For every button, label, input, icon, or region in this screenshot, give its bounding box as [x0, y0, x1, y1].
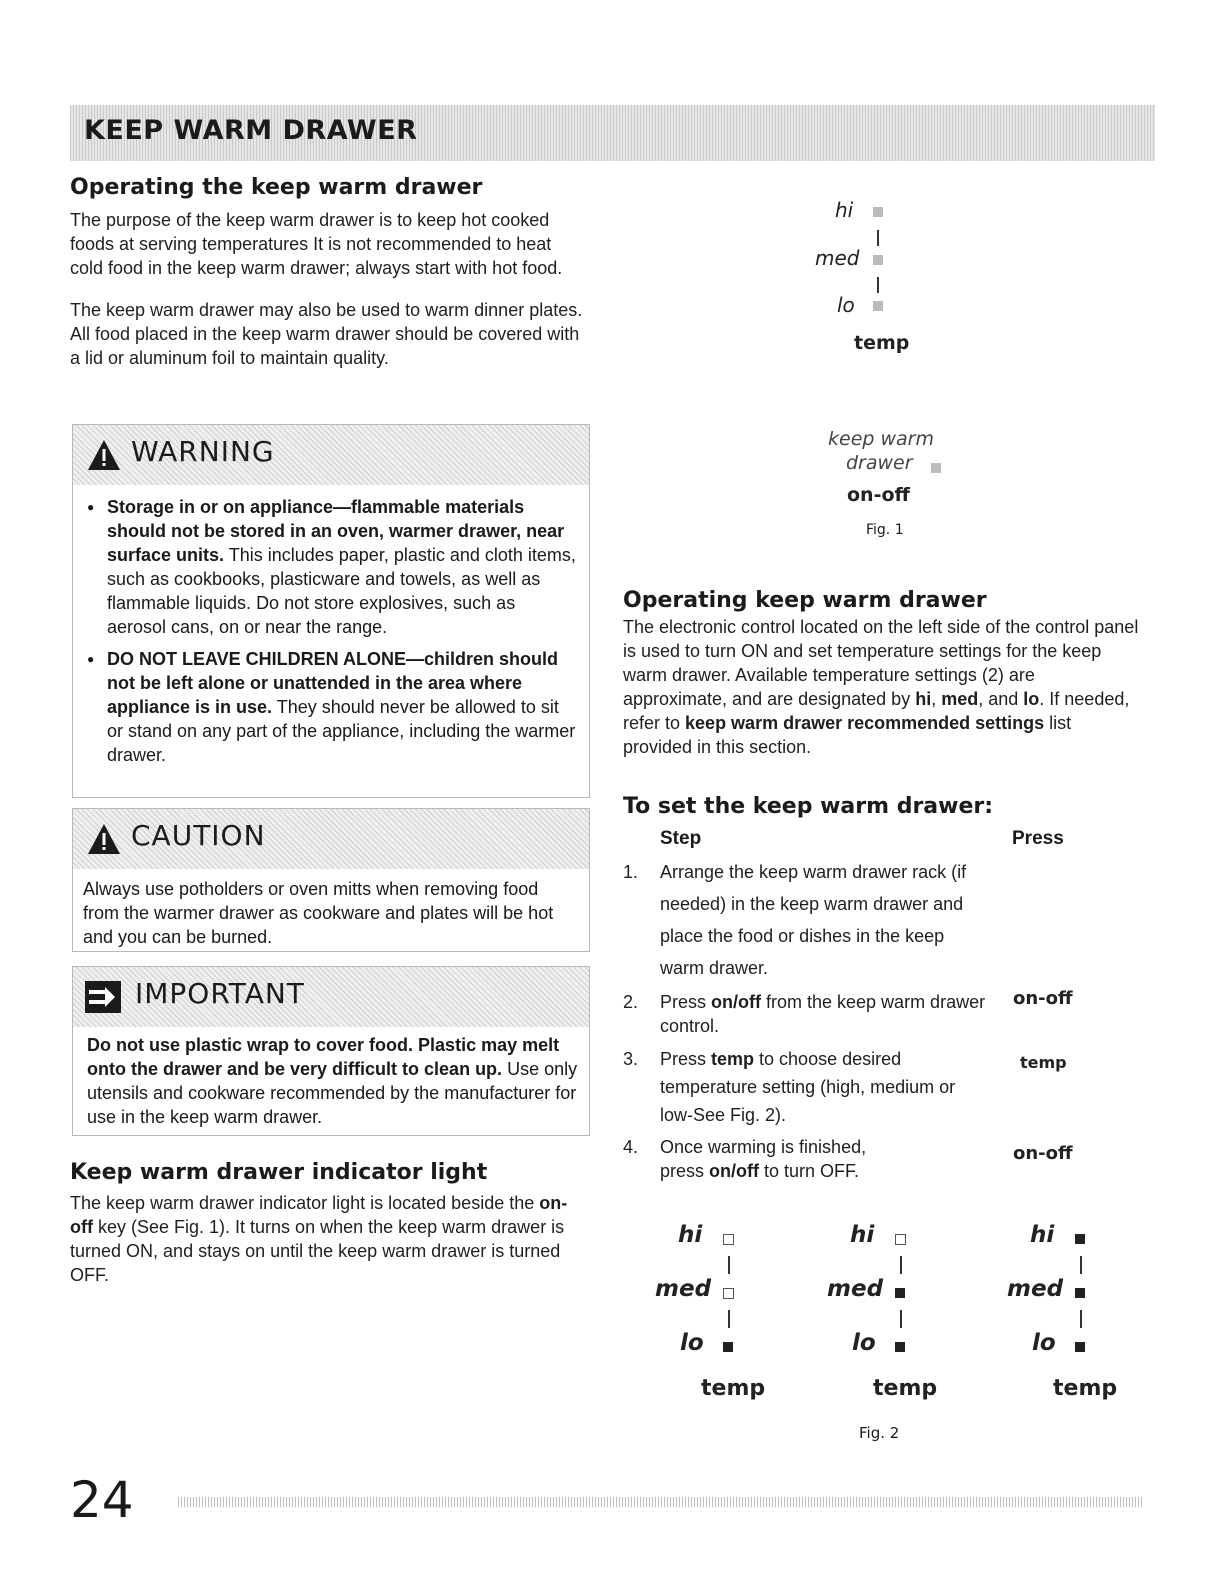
fig1-connector [877, 277, 879, 293]
step-key: on/off [711, 992, 761, 1012]
operating-text-a: The electronic control located on the left side of the control panel is used to turn ON and set temperature settings for the keep warm drawer. Available temperature settings (2) are approximate, and are designated by [623, 617, 1139, 709]
page-number: 24 [70, 1471, 134, 1529]
fig1-control-diagram [790, 195, 1010, 555]
fig2-panel-low [640, 1220, 800, 1420]
step-text [660, 990, 990, 1038]
important-body [73, 1027, 589, 1141]
fig2-med-indicator [723, 1288, 734, 1299]
warning-title: WARNING [131, 435, 275, 468]
caution-title: CAUTION [131, 819, 266, 852]
caution-box [72, 808, 590, 952]
fig2-connector [728, 1310, 730, 1328]
step-press-key: temp [1020, 1053, 1067, 1072]
indicator-text-a: The keep warm drawer indicator light is located beside the [70, 1193, 540, 1213]
operating-text-b: , [931, 689, 942, 709]
important-box [72, 966, 590, 1136]
warning-bullet-storage-text: This includes paper, plastic and cloth items, such as cookbooks, plasticware and towels, as well as flammable liquids. Do not store explosives, such as aerosol cans, on or near the range. [107, 545, 576, 637]
step-text-pre: Press [660, 992, 712, 1012]
fig1-hi-indicator [873, 207, 883, 217]
fig2-temp-key: temp [1053, 1376, 1118, 1401]
warning-bullet-storage [87, 495, 579, 639]
step-key: temp [711, 1049, 755, 1069]
step-text: Arrange the keep warm drawer rack (if needed) in the keep warm drawer and place the food or dishes in the keep warm drawer. [660, 862, 967, 978]
section-title-operating: Operating keep warm drawer [623, 588, 987, 613]
operating-text-hi: hi [915, 689, 932, 709]
fig2-temp-key: temp [873, 1376, 938, 1401]
section-banner [70, 105, 1155, 161]
fig2-lo-indicator [1075, 1342, 1085, 1352]
step-text [660, 1045, 980, 1129]
paragraph-purpose: The purpose of the keep warm drawer is to keep hot cooked foods at serving temperatures It is not recommended to heat cold food in the keep warm drawer; always start with hot food. [70, 210, 563, 278]
fig2-caption: Fig. 2 [859, 1424, 900, 1442]
warning-bullet-storage-bold: Storage in or on appliance—flammable materials should not be stored in an oven, warmer drawer, near surface units. [107, 497, 565, 565]
step-text-post: to turn OFF. [759, 1161, 860, 1181]
caution-triangle-icon [87, 823, 121, 855]
fig2-diagram [640, 1220, 1140, 1460]
right-column [623, 588, 1143, 759]
fig1-hi-label: hi [835, 198, 854, 222]
warning-body [73, 485, 589, 787]
step-text-pre: Once warming is finished, press [660, 1137, 867, 1181]
fig2-lo-indicator [895, 1342, 905, 1352]
fig2-med-indicator [1075, 1288, 1085, 1298]
fig1-keep-warm-label: keep warm [828, 428, 934, 450]
caution-header [73, 809, 589, 869]
fig2-med-label: med [827, 1276, 884, 1302]
left-column [70, 175, 585, 388]
steps-column-press: Press [1012, 828, 1064, 849]
section-title-indicator-light: Keep warm drawer indicator light [70, 1160, 488, 1185]
fig2-panel-high [992, 1220, 1152, 1420]
section-title-set-drawer: To set the keep warm drawer: [623, 794, 994, 819]
step-text-pre: Press [660, 1049, 712, 1069]
section-title-operating-drawer: Operating the keep warm drawer [70, 175, 483, 200]
step-text-post: from the keep warm drawer control. [660, 992, 986, 1036]
indicator-paragraph [70, 1191, 585, 1287]
warning-bullet-children-bold: DO NOT LEAVE CHILDREN ALONE—children should not be left alone or unattended in the area where appliance is in use. [107, 649, 559, 717]
fig2-connector [1080, 1256, 1082, 1274]
step-press-key: on-off [1013, 1143, 1073, 1164]
indicator-text-c: key (See Fig. 1). It turns on when the keep warm drawer is turned ON, and stays on until the keep warm drawer is turned OFF. [70, 1217, 565, 1285]
banner-title: KEEP WARM DRAWER [84, 115, 418, 146]
operating-paragraph [623, 615, 1143, 759]
fig2-connector [900, 1310, 902, 1328]
fig1-onoff-key: on-off [847, 484, 910, 506]
fig1-lo-indicator [873, 301, 883, 311]
step-number: 1. [623, 862, 639, 882]
operating-text-c: , and [978, 689, 1024, 709]
fig2-med-indicator [895, 1288, 905, 1298]
step-key: on/off [709, 1161, 760, 1181]
fig2-lo-label: lo [680, 1330, 704, 1356]
fig1-lo-label: lo [837, 293, 855, 317]
warning-bullet-children [87, 647, 579, 767]
fig1-drawer-indicator [931, 463, 941, 473]
step-text [660, 1135, 910, 1183]
fig2-lo-indicator [723, 1342, 733, 1352]
important-header [73, 967, 589, 1027]
fig2-lo-label: lo [1032, 1330, 1056, 1356]
indicator-section [70, 1160, 585, 1287]
fig2-connector [900, 1256, 902, 1274]
warning-box [72, 424, 590, 798]
fig2-panel-med [812, 1220, 972, 1420]
operating-text-e: list provided in this section. [623, 713, 1072, 757]
step-text-post: to choose desired temperature setting (high, medium or low-See Fig. 2). [660, 1049, 956, 1125]
fig1-med-indicator [873, 255, 883, 265]
operating-text-d: . If needed, refer to [623, 689, 1130, 733]
arrow-right-icon [85, 981, 121, 1013]
fig1-connector [877, 230, 879, 246]
important-title: IMPORTANT [135, 977, 305, 1010]
warning-triangle-icon [87, 439, 121, 471]
fig2-hi-label: hi [1030, 1222, 1055, 1248]
fig1-temp-key: temp [854, 332, 910, 354]
operating-text-link: keep warm drawer recommended settings [685, 713, 1045, 733]
fig2-temp-key: temp [701, 1376, 766, 1401]
fig2-hi-label: hi [850, 1222, 875, 1248]
steps-column-step: Step [660, 828, 702, 849]
warning-header [73, 425, 589, 485]
fig2-connector [1080, 1310, 1082, 1328]
fig2-connector [728, 1256, 730, 1274]
fig1-drawer-label: drawer [846, 452, 913, 474]
caution-text: Always use potholders or oven mitts when removing food from the warmer drawer as cookware and plates will be hot and you can be burned. [83, 879, 554, 947]
fig2-med-label: med [1007, 1276, 1064, 1302]
operating-text-lo: lo [1023, 689, 1040, 709]
fig2-hi-label: hi [678, 1222, 703, 1248]
fig2-hi-indicator [723, 1234, 734, 1245]
important-bold: Do not use plastic wrap to cover food. Plastic may melt onto the drawer and be very difficult to clean up. [87, 1035, 560, 1079]
indicator-text-onoff: on-off [70, 1193, 568, 1237]
important-text: Use only utensils and cookware recommended by the manufacturer for use in the keep warm drawer. [87, 1059, 578, 1127]
step-press-key: on-off [1013, 988, 1073, 1009]
step-number: 3. [623, 1049, 639, 1069]
paragraph-plates: The keep warm drawer may also be used to warm dinner plates. All food placed in the keep warm drawer should be covered with a lid or aluminum foil to maintain quality. [70, 300, 583, 368]
intro-text [70, 208, 585, 370]
operating-text-med: med [941, 689, 979, 709]
fig2-lo-label: lo [852, 1330, 876, 1356]
fig2-med-label: med [655, 1276, 712, 1302]
step-number: 2. [623, 992, 639, 1012]
step-number: 4. [623, 1137, 639, 1157]
warning-bullet-children-text: They should never be allowed to sit or stand on any part of the appliance, including the warmer drawer. [107, 697, 576, 765]
fig2-hi-indicator [895, 1234, 906, 1245]
fig1-med-label: med [815, 246, 860, 270]
footer-rule [178, 1497, 1143, 1507]
fig1-caption: Fig. 1 [866, 522, 904, 538]
fig2-hi-indicator [1075, 1234, 1085, 1244]
